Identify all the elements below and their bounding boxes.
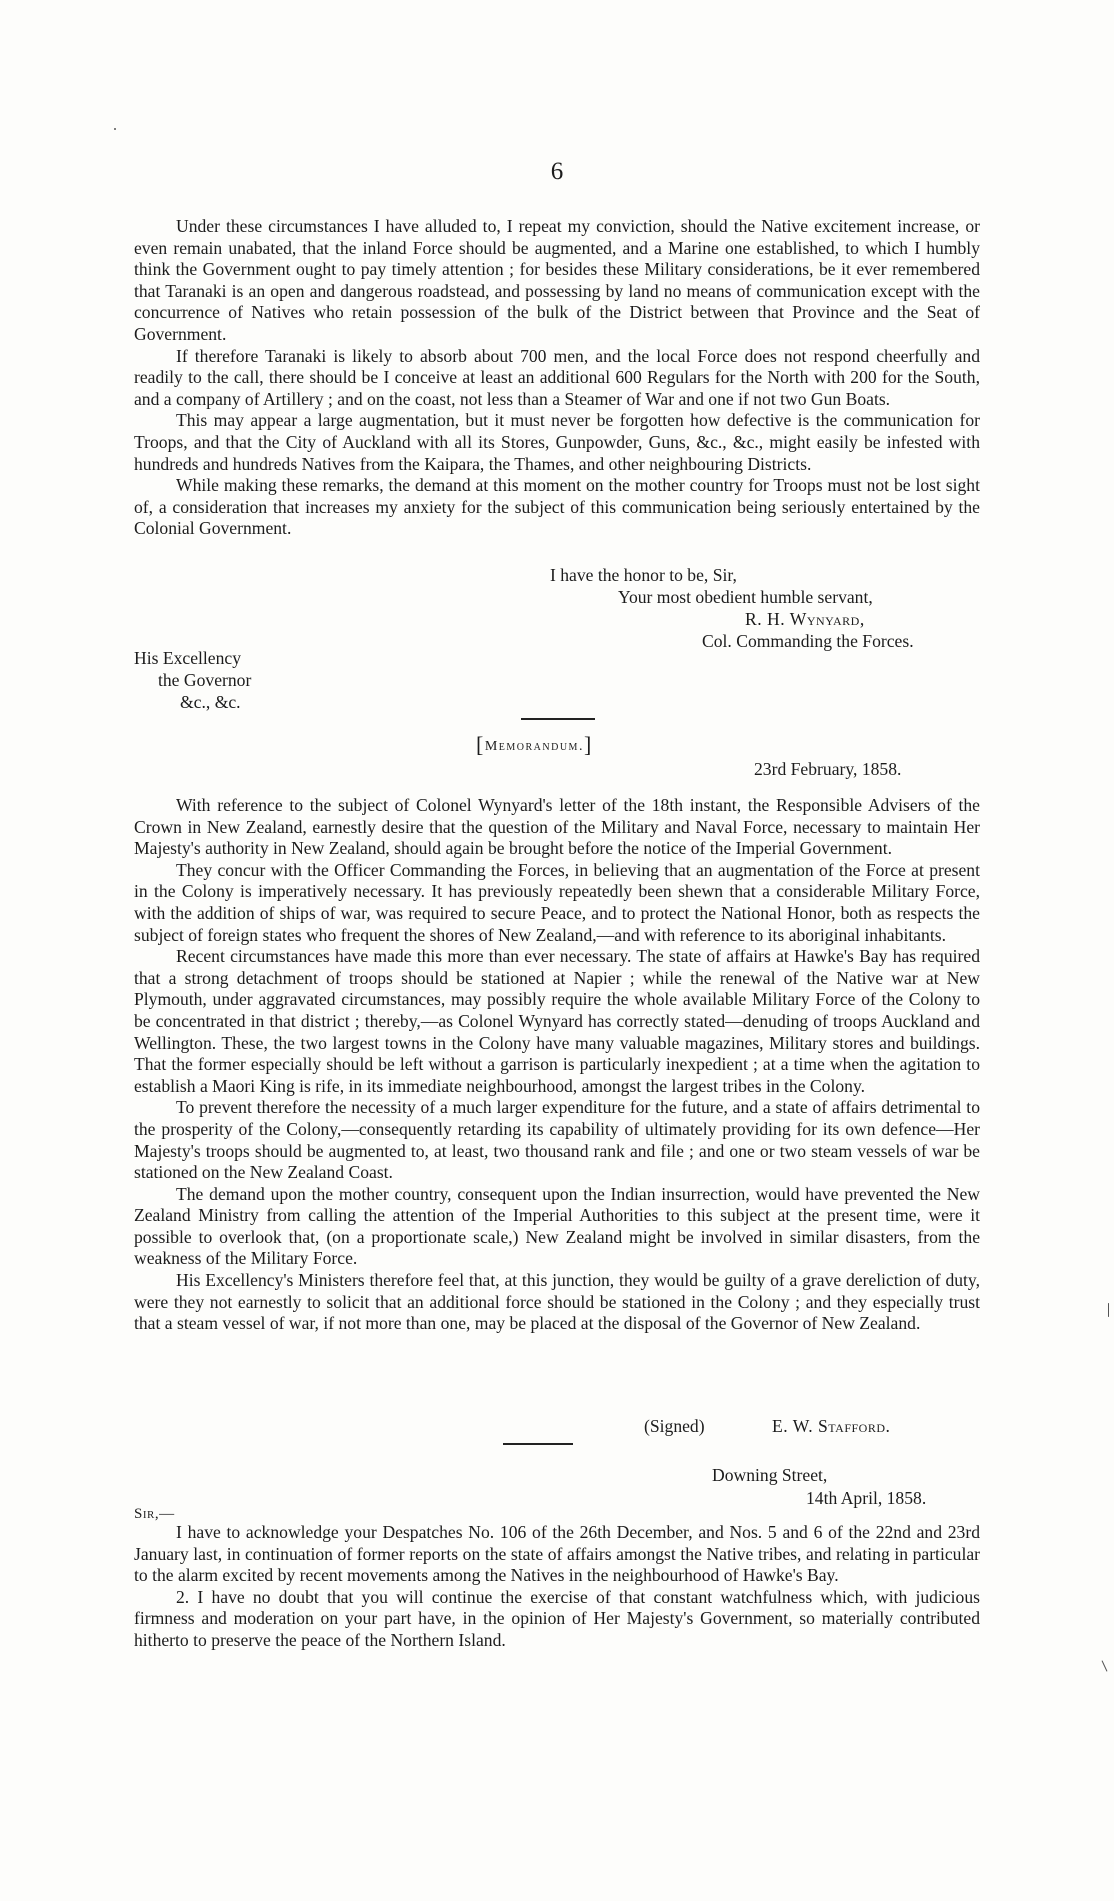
closing-courtesy: I have the honor to be, Sir, [550,565,737,585]
closing-servant: Your most obedient humble servant, [618,587,873,607]
section-divider [503,1443,573,1445]
memorandum-heading: [Memorandum.] [476,732,593,757]
despatch-paragraph: 2. I have no doubt that you will continue the exercise of that constant watchfulness which, with judicious firmness and moderation on your part have, in the opinion of Her Majesty's Government, so materially contributed hitherto to preserve the peace of the Northern Island. [134,1586,980,1650]
memorandum-paragraph: They concur with the Officer Commanding the Forces, in believing that an augmentation of the Force at present in the Colony is imperatively necessary. It has previously repeatedly been shewn that a considerable Military Force, with the addition of ships of war, was required to secure Peace, and to protect the National Honor, both as respects the subject of foreign states who frequent the shores of New Zealand,—and with reference to its aboriginal inhabitants. [134,859,980,945]
letter-paragraph: While making these remarks, the demand at this moment on the mother country for Troops must not be lost sight of, a consideration that increases my anxiety for the subject of this communication being seriously entertained by the Colonial Government. [134,475,980,539]
print-speck [1108,1303,1109,1317]
letter-paragraph: If therefore Taranaki is likely to absorb about 700 men, and the local Force does not respond cheerfully and readily to the call, there should be I conceive at least an additional 600 Regulars for the North with 200 for the South, and a company of Artillery ; and on the coast, not less than a Steamer of War and one if not two Gun Boats. [134,345,980,409]
memorandum-paragraph: Recent circumstances have made this more than ever necessary. The state of affairs at Hawke's Bay has required that a strong detachment of troops should be stationed at Napier ; while the renewal of the Native war at New Plymouth, under aggravated circumstances, may possibly require the whole available Military Force of the Colony to be concentrated in that district ; thereby,—as Colonel Wynyard has correctly stated—denuding of troops Auckland and Wellington. These, the two largest towns in the Colony have many valuable magazines, Military stores and buildings. That the former especially should be left without a garrison is particularly inexpedient ; at a time when the agitation to establish a Maori King is rife, in its immediate neighbourhood, amongst the largest tribes in the Colony. [134,946,980,1096]
letter-signatory: R. H. Wynyard, [745,609,865,629]
memorandum-paragraph: The demand upon the mother country, consequent upon the Indian insurrection, would have prevented the New Zealand Ministry from calling the attention of the Imperial Authorities to this subject at the present time, were it possible to overlook that, (on a proportionate scale,) New Zealand might be involved in similar disasters, from the weakness of the Military Force. [134,1183,980,1269]
memorandum-body [134,795,980,1335]
despatch-place: Downing Street, [712,1465,828,1485]
memorandum-paragraph: With reference to the subject of Colonel Wynyard's letter of the 18th instant, the Responsible Advisers of the Crown in New Zealand, earnestly desire that the question of the Military and Naval Force, necessary to maintain Her Majesty's authority in New Zealand, should again be brought before the notice of the Imperial Government. [134,795,980,859]
despatch-date: 14th April, 1858. [806,1488,927,1508]
memorandum-heading-text: Memorandum. [484,739,584,754]
letter-paragraph: This may appear a large augmentation, but it must never be forgotten how defective is the communication for Troops, and that the City of Auckland with all its Stores, Gunpowder, Guns, &c., &c., might easily be infested with hundreds and hundreds Natives from the Kaipara, the Thames, and other neighbouring Districts. [134,410,980,474]
addressee-line: &c., &c. [180,692,241,712]
signatory-title: Col. Commanding the Forces. [702,631,914,651]
print-speck [1102,1660,1108,1671]
memorandum-date: 23rd February, 1858. [754,759,902,779]
section-divider [521,718,595,720]
memorandum-paragraph: His Excellency's Ministers therefore feel that, at this junction, they would be guilty of a grave dereliction of duty, were they not earnestly to solicit that an additional force should be stationed in the Colony ; and they especially trust that a steam vessel of war, if not more than one, may be placed at the disposal of the Governor of New Zealand. [134,1270,980,1334]
despatch-body [134,1522,980,1652]
memorandum-signatory: E. W. Stafford. [772,1416,891,1436]
memorandum-paragraph: To prevent therefore the necessity of a much larger expenditure for the future, and a state of affairs detrimental to the prosperity of the Colony,—consequently retarding its capability of ultimately providing for its own defence—Her Majesty's troops should be augmented to, at least, two thousand rank and file ; and one or two steam vessels of war be stationed on the New Zealand Coast. [134,1097,980,1183]
letter-paragraph: Under these circumstances I have alluded to, I repeat my conviction, should the Native excitement increase, or even remain unabated, that the inland Force should be augmented, and a Marine one established, to which I humbly think the Government ought to pay timely attention ; for besides these Military considerations, be it ever remembered that Taranaki is an open and dangerous roadstead, and possessing by land no means of communication except with the concurrence of Natives who retain possession of the bulk of the District between that Province and the Seat of Government. [134,216,980,344]
addressee-line: the Governor [158,670,252,690]
signed-label: (Signed) [644,1416,705,1436]
page-number: 6 [550,158,564,185]
addressee-line: His Excellency [134,648,241,668]
despatch-salutation: Sir,— [134,1506,175,1522]
print-speck [114,128,116,130]
despatch-paragraph: I have to acknowledge your Despatches No. 106 of the 26th December, and Nos. 5 and 6 of the 22nd and 23rd January last, in continuation of former reports on the state of affairs amongst the Native tribes, and relating in particular to the alarm excited by recent movements among the Natives in the neighbourhood of Hawke's Bay. [134,1522,980,1586]
letter-body [134,216,980,540]
